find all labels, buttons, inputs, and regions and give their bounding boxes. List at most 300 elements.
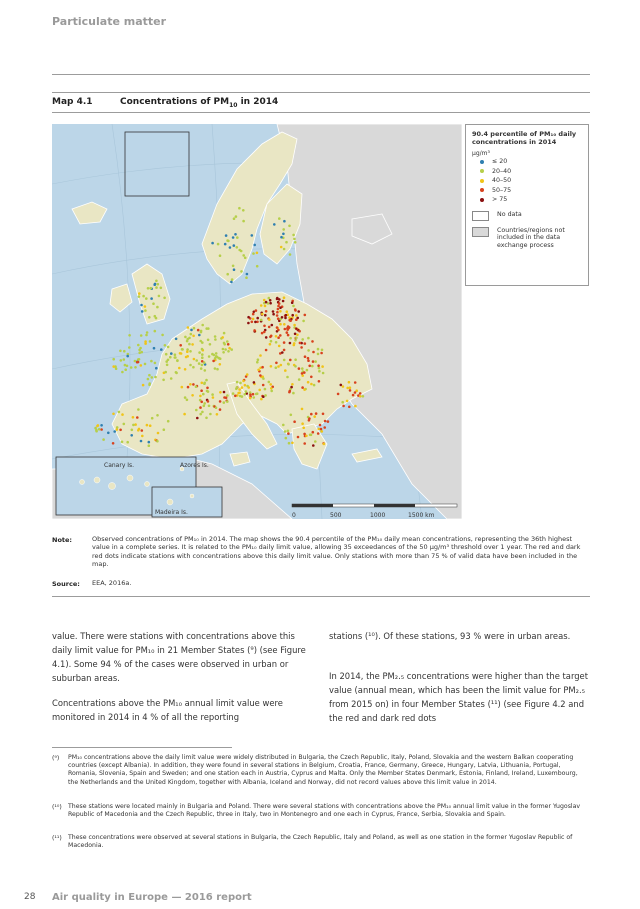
station-dot [354,405,357,408]
station-dot [253,381,256,384]
station-dot [137,429,140,432]
station-dot [276,311,279,314]
station-dot [236,386,239,389]
station-dot [141,429,144,432]
station-dot [247,386,250,389]
station-dot [277,365,280,368]
station-dot [291,301,294,304]
station-dot [284,430,287,433]
station-dot [301,338,304,341]
station-dot [198,362,201,365]
station-dot [300,346,303,349]
station-dot [150,297,153,300]
station-dot [252,313,255,316]
station-dot [239,382,242,385]
legend-title: 90.4 percentile of PM₁₀ daily concentrations in 2014 [472,130,577,146]
map-legend [465,124,589,286]
figure-label: Map 4.1 [52,97,93,107]
station-dot [320,352,323,355]
station-dot [253,329,256,332]
station-dot [295,337,298,340]
station-dot [121,441,124,444]
station-dot [242,254,245,257]
station-dot [226,394,229,397]
station-dot [219,357,222,360]
station-dot [346,387,349,390]
station-dot [203,402,206,405]
station-dot [312,351,315,354]
station-dot [291,383,294,386]
station-dot [191,394,194,397]
station-dot [147,378,150,381]
station-dot [261,366,264,369]
body-left-paragraph-1: value. There were stations with concentrations above this daily limit value for PM₁₀ in 21 Member States (⁹) (see Figure 4.1). Some 94 % of the cases were observed in urban or suburban areas. [52,631,306,683]
station-dot [200,389,203,392]
station-dot [175,372,178,375]
station-dot [112,365,115,368]
station-dot [112,442,115,445]
station-dot [186,350,189,353]
station-dot [193,358,196,361]
station-dot [242,220,245,223]
station-dot [269,299,272,302]
station-dot [201,364,204,367]
station-dot [246,273,249,276]
station-dot [183,413,186,416]
legend-class: ≤ 20 [472,157,582,167]
station-dot [302,320,305,323]
station-dot [303,388,306,391]
station-dot [149,340,152,343]
station-dot [214,335,217,338]
station-dot [205,417,208,420]
station-dot [156,306,159,309]
station-dot [279,323,282,326]
station-dot [126,441,129,444]
station-dot [100,428,103,431]
station-dot [207,339,210,342]
station-dot [192,335,195,338]
station-dot [156,414,159,417]
station-dot [323,443,326,446]
station-dot [211,242,214,245]
station-dot [253,244,256,247]
station-dot [201,360,204,363]
station-dot [324,420,327,423]
station-dot [307,359,310,362]
station-dot [291,314,294,317]
station-dot [354,381,357,384]
station-dot [283,248,286,251]
station-dot [283,349,286,352]
station-dot [240,270,243,273]
station-dot [318,380,321,383]
station-dot [132,416,135,419]
figure-title-rule [52,112,590,113]
station-dot [199,395,202,398]
station-dot [200,401,203,404]
station-dot [147,287,150,290]
station-dot [301,374,304,377]
station-dot [288,391,291,394]
station-dot [232,392,235,395]
legend-dot [480,198,484,202]
station-dot [275,341,278,344]
station-dot [321,430,324,433]
legend-class: 20–40 [472,167,582,177]
station-dot [278,298,281,301]
station-dot [131,429,134,432]
station-dot [276,326,279,329]
station-dot [294,365,297,368]
note-text: Observed concentrations of PM₁₀ in 2014. The map shows the 90.4 percentile of the PM₁₀ daily mean concentrations, representing the 36th highest value in a complete series. It is related to the PM₁₀ daily limit value, allowing 35 exceedances of the 50 μg/m³ threshold over 1 year. The red and dark red dots indicate stations with concentrations above this daily limit value. Only stations with more than 75 % of valid data have been included in the map. [92,535,581,569]
station-dot [214,367,217,370]
station-dot [219,400,222,403]
station-dot [277,329,280,332]
station-dot [280,364,283,367]
station-dot [256,252,259,255]
station-dot [298,330,301,333]
station-dot [291,442,294,445]
station-dot [222,351,225,354]
station-dot [287,334,290,337]
station-dot [349,386,352,389]
station-dot [236,236,239,239]
station-dot [279,334,282,337]
station-dot [244,257,247,260]
station-dot [119,350,122,353]
station-dot [263,331,266,334]
station-dot [359,395,362,398]
station-dot [229,246,232,249]
station-dot [285,314,288,317]
station-dot [296,334,299,337]
station-dot [155,286,158,289]
station-dot [282,424,285,427]
station-dot [180,352,183,355]
station-dot [272,313,275,316]
station-dot [308,365,311,368]
station-dot [126,355,129,358]
footnote-number: (¹¹) [52,835,62,842]
station-dot [289,253,292,256]
station-dot [137,358,140,361]
station-dot [208,405,211,408]
station-dot [301,422,304,425]
station-dot [277,308,280,311]
station-dot [193,327,196,330]
station-dot [212,396,215,399]
station-dot [286,310,289,313]
station-dot [314,360,317,363]
station-dot [207,390,210,393]
station-dot [252,393,255,396]
station-dot [151,417,154,420]
station-dot [342,405,345,408]
station-dot [297,436,300,439]
station-dot [140,440,143,443]
station-dot [235,215,238,218]
station-dot [265,349,268,352]
station-dot [269,343,272,346]
scale-tick-500: 500 [330,512,342,519]
station-dot [301,372,304,375]
figure-title: Concentrations of $PM_{10}$ in 2014 [120,97,279,109]
station-dot [261,313,264,316]
station-dot [253,396,256,399]
note-label: Note: [52,536,73,544]
station-dot [252,318,255,321]
station-dot [258,389,261,392]
station-dot [139,347,142,350]
station-dot [256,265,259,268]
station-dot [245,276,248,279]
station-dot [148,441,151,444]
station-dot [186,340,189,343]
station-dot [280,246,283,249]
legend-class: 50–75 [472,186,582,196]
station-dot [307,349,310,352]
station-dot [252,252,255,255]
station-dot [292,234,295,237]
station-dot [307,381,310,384]
station-dot [293,324,296,327]
station-dot [179,344,182,347]
legend-dot [480,169,484,173]
station-dot [219,391,222,394]
station-dot [292,392,295,395]
station-dot [283,220,286,223]
station-dot [148,316,151,319]
station-dot [294,333,297,336]
station-dot [142,384,145,387]
header-rule [52,74,590,75]
station-dot [264,394,267,397]
station-dot [249,397,252,400]
station-dot [146,424,149,427]
station-dot [239,395,242,398]
station-dot [264,314,267,317]
station-dot [263,325,266,328]
station-dot [348,406,351,409]
station-dot [219,363,222,366]
station-dot [175,338,178,341]
station-dot [223,391,226,394]
station-dot [130,366,133,369]
station-dot [289,342,292,345]
station-dot [189,350,192,353]
footnote-text: These stations were located mainly in Bulgaria and Poland. There were several stations with concentrations above the PM₁₀ annual limit value in the former Yugoslav Republic of Macedonia and the Czech Republic, three in Italy, two in Montenegro and one each in Cyprus, France, Serbia, Slovakia and Spain. [68,803,581,819]
station-dot [269,383,272,386]
station-dot [195,359,198,362]
station-dot [307,337,310,340]
station-dot [294,358,297,361]
station-dot [128,334,131,337]
station-dot [192,383,195,386]
station-dot [284,317,287,320]
station-dot [192,366,195,369]
station-dot [201,324,204,327]
station-dot [293,420,296,423]
station-dot [123,350,126,353]
station-dot [119,429,122,432]
station-dot [203,382,206,385]
station-dot [245,390,248,393]
station-dot [202,393,205,396]
station-dot [134,360,137,363]
station-dot [310,376,313,379]
station-dot [217,243,220,246]
station-dot [215,406,218,409]
station-dot [170,377,173,380]
station-dot [224,348,227,351]
station-dot [236,246,239,249]
station-dot [201,382,204,385]
inset-label-canary: Canary Is. [104,462,135,469]
station-dot [113,430,116,433]
station-dot [214,357,217,360]
station-dot [283,323,286,326]
station-dot [223,332,226,335]
station-dot [322,413,325,416]
station-dot [221,336,224,339]
station-dot [130,434,133,437]
station-dot [205,379,208,382]
station-dot [276,314,279,317]
station-dot [136,416,139,419]
station-dot [260,319,263,322]
station-dot [320,428,323,431]
station-dot [265,310,268,313]
station-dot [145,334,148,337]
station-dot [123,423,126,426]
station-dot [299,342,302,345]
station-dot [294,241,297,244]
station-dot [260,398,263,401]
station-dot [346,400,349,403]
station-dot [268,297,271,300]
station-dot [223,342,226,345]
station-dot [115,367,118,370]
station-dot [271,324,274,327]
station-dot [302,426,305,429]
station-dot [124,368,127,371]
station-dot [195,385,198,388]
legend-dot [480,188,484,192]
station-dot [233,244,236,247]
station-dot [201,356,204,359]
station-dot [282,228,285,231]
inset-label-madeira: Madeira Is. [155,509,188,516]
station-dot [223,401,226,404]
station-dot [284,369,287,372]
station-dot [284,328,287,331]
station-dot [337,393,340,396]
station-dot [170,352,173,355]
station-dot [199,413,202,416]
station-dot [201,411,204,414]
station-dot [321,365,324,368]
station-dot [138,352,141,355]
station-dot [184,368,187,371]
station-dot [282,233,285,236]
station-dot [189,383,192,386]
station-dot [270,340,273,343]
station-dot [208,355,211,358]
station-dot [314,440,317,443]
station-dot [157,432,160,435]
station-dot [264,388,267,391]
station-dot [100,424,103,427]
station-dot [185,356,188,359]
station-dot [285,241,288,244]
station-dot [244,393,247,396]
station-dot [144,309,147,312]
station-dot [206,387,209,390]
footnote-number: (¹⁰) [52,804,62,811]
station-dot [154,330,157,333]
station-dot [362,395,365,398]
station-dot [268,381,271,384]
station-dot [232,236,235,239]
station-dot [286,327,289,330]
station-dot [215,352,218,355]
station-dot [256,317,259,320]
station-dot [263,299,266,302]
station-dot [149,287,152,290]
station-dot [157,283,160,286]
station-dot [288,316,291,319]
station-dot [317,432,320,435]
station-dot [283,359,286,362]
legend-no-data: No data [472,211,582,221]
station-dot [169,356,172,359]
station-dot [94,427,97,430]
station-dot [237,392,240,395]
station-dot [216,413,219,416]
station-dot [227,343,230,346]
station-dot [167,346,170,349]
station-dot [257,358,260,361]
station-dot [270,335,273,338]
station-dot [234,395,237,398]
station-dot [293,238,296,241]
station-dot [273,223,276,226]
station-dot [269,302,272,305]
station-dot [189,364,192,367]
station-dot [116,428,119,431]
station-dot [112,413,115,416]
station-dot [303,371,306,374]
station-dot [254,321,257,324]
station-dot [140,364,143,367]
station-dot [188,343,191,346]
station-dot [308,417,311,420]
station-dot [126,365,129,368]
station-dot [293,342,296,345]
station-dot [294,308,297,311]
running-footer: Air quality in Europe — 2016 report [52,892,252,903]
station-dot [238,388,241,391]
station-dot [197,329,200,332]
station-dot [230,348,233,351]
station-dot [275,366,278,369]
station-dot [244,384,247,387]
station-dot [277,317,280,320]
station-dot [262,377,265,380]
station-dot [233,217,236,220]
source-text: EEA, 2016a. [92,579,132,587]
